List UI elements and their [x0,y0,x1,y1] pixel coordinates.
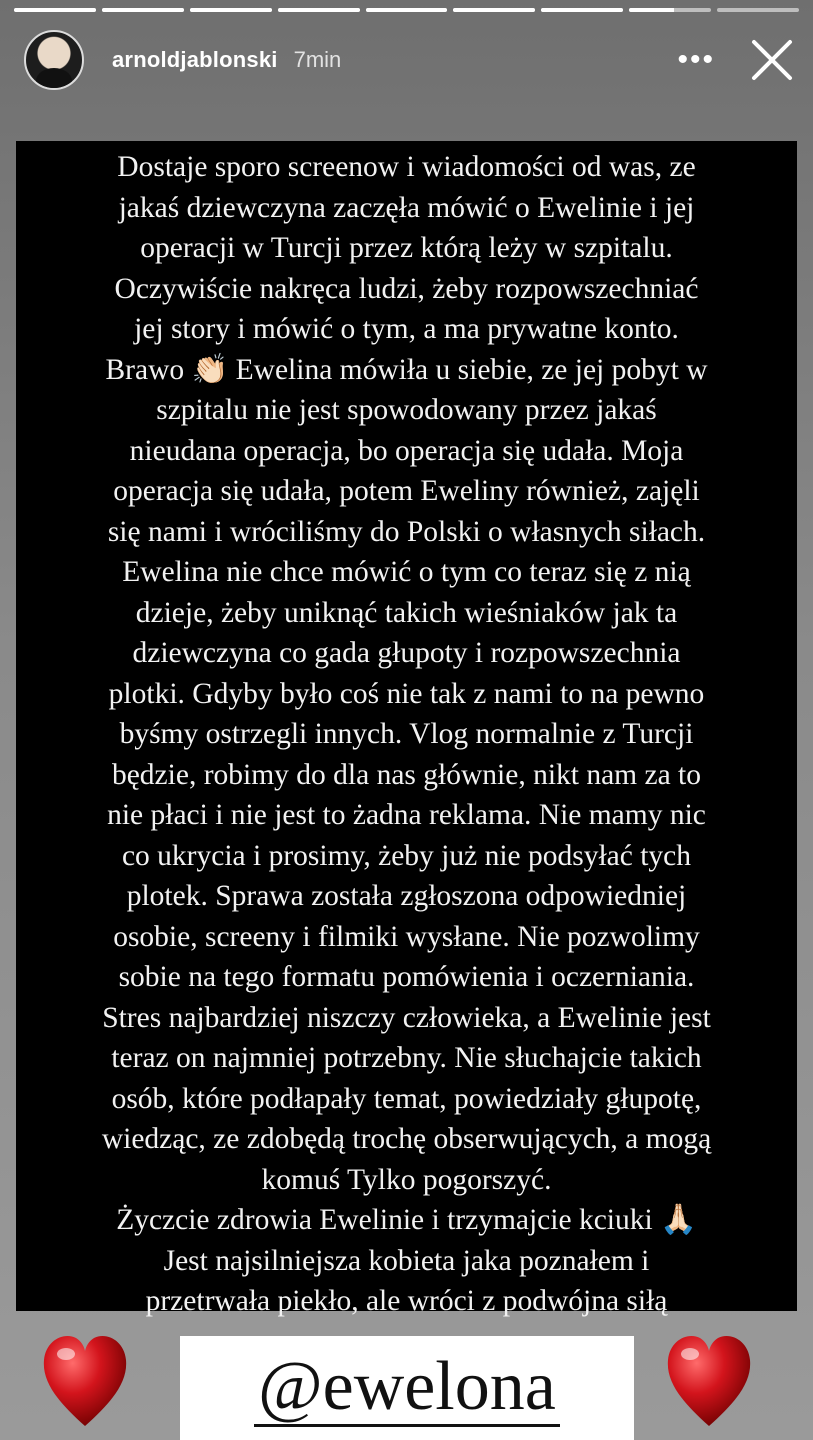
heart-icon [40,1330,130,1430]
story-text-line: Stres najbardziej niszczy człowieka, a Ewelinie jest [102,1001,711,1034]
story-text-line: komuś Tylko pogorszyć. [261,1163,552,1196]
story-text-line: jej story i mówić o tym, a ma prywatne konto. [134,313,679,345]
story-text-line: sobie na tego formatu pomówienia i oczerniania. [118,961,695,993]
avatar[interactable] [24,30,84,90]
story-text-line: co ukrycia i prosimy, żeby już nie podsyłać tych [121,839,692,872]
progress-segment [453,8,535,12]
story-text-line: plotek. Sprawa została zgłoszona odpowiedniej [126,880,687,912]
progress-segment [278,8,360,12]
story-text-line: plotki. Gdyby było coś nie tak z nami to na pewno [108,677,705,710]
story-text-line: operacji w Turcji przez którą leży w szpitalu. [140,232,673,264]
story-header [24,28,795,92]
story-text-card [16,141,797,1317]
story-text-line: przetrwała piekło, ale wróci z podwójna siłą [145,1285,668,1317]
story-text-line: wiedząc, ze zdobędą trochę obserwujących, a mogą [101,1123,712,1155]
story-text-line: będzie, robimy do dla nas głównie, nikt nam za to [111,758,702,791]
timestamp: 7min [293,47,342,72]
story-text-line: operacja się udała, potem Eweliny również, zajęli [113,475,700,507]
story-text-line: Życzcie zdrowia Ewelinie i trzymajcie kciuki 🙏🏻 [116,1204,697,1236]
progress-segment [102,8,184,12]
story-text [30,147,783,1322]
story-text-line: teraz on najmniej potrzebny. Nie słuchajcie takich [111,1042,702,1074]
progress-segment [14,8,96,12]
story-text-line: szpitalu nie jest spowodowany przez jakaś [156,394,657,426]
progress-segment [541,8,623,12]
story-text-line: dzieje, żeby uniknąć takich wieśniaków jak ta [135,596,678,629]
story-text-line: dziewczyna co gada głupoty i rozpowszechnia [132,637,681,669]
progress-segment [629,8,711,12]
story-progress-bar [14,8,799,12]
progress-segment [190,8,272,12]
more-icon[interactable]: ••• [677,43,715,76]
heart-icon [664,1330,754,1430]
story-text-line: jakaś dziewczyna zaczęła mówić o Ewelinie i jej [118,191,695,224]
story-text-line: Dostaje sporo screenow i wiadomości od was, ze [117,151,696,183]
story-text-line: osobie, screeny i filmiki wysłane. Nie pozwolimy [113,920,700,953]
story-text-line: Oczywiście nakręca ludzi, żeby rozpowszechniać [114,272,699,305]
story-text-line: nie płaci i nie jest to żadna reklama. Nie mamy nic [107,799,706,831]
mention-text[interactable]: @ewelona [254,1350,560,1427]
close-icon[interactable] [749,37,795,83]
story-text-line: Jest najsilniejsza kobieta jaka poznałem i [163,1244,650,1277]
story-text-line: osób, które podłapały temat, powiedziały głupotę, [111,1082,702,1115]
story-text-line: się nami i wróciliśmy do Polski o własnych siłach. [107,515,706,548]
progress-segment [717,8,799,12]
username[interactable]: arnoldjablonski [112,47,278,72]
story-text-line: Brawo 👏🏻 Ewelina mówiła u siebie, ze jej pobyt w [105,353,708,386]
story-text-line: byśmy ostrzegli innych. Vlog normalnie z Turcji [119,718,694,750]
progress-segment [366,8,448,12]
story-text-line: Ewelina nie chce mówić o tym co teraz się z nią [122,556,691,588]
mention-sticker[interactable] [180,1336,634,1440]
story-text-line: nieudana operacja, bo operacja się udała. Moja [129,434,684,467]
